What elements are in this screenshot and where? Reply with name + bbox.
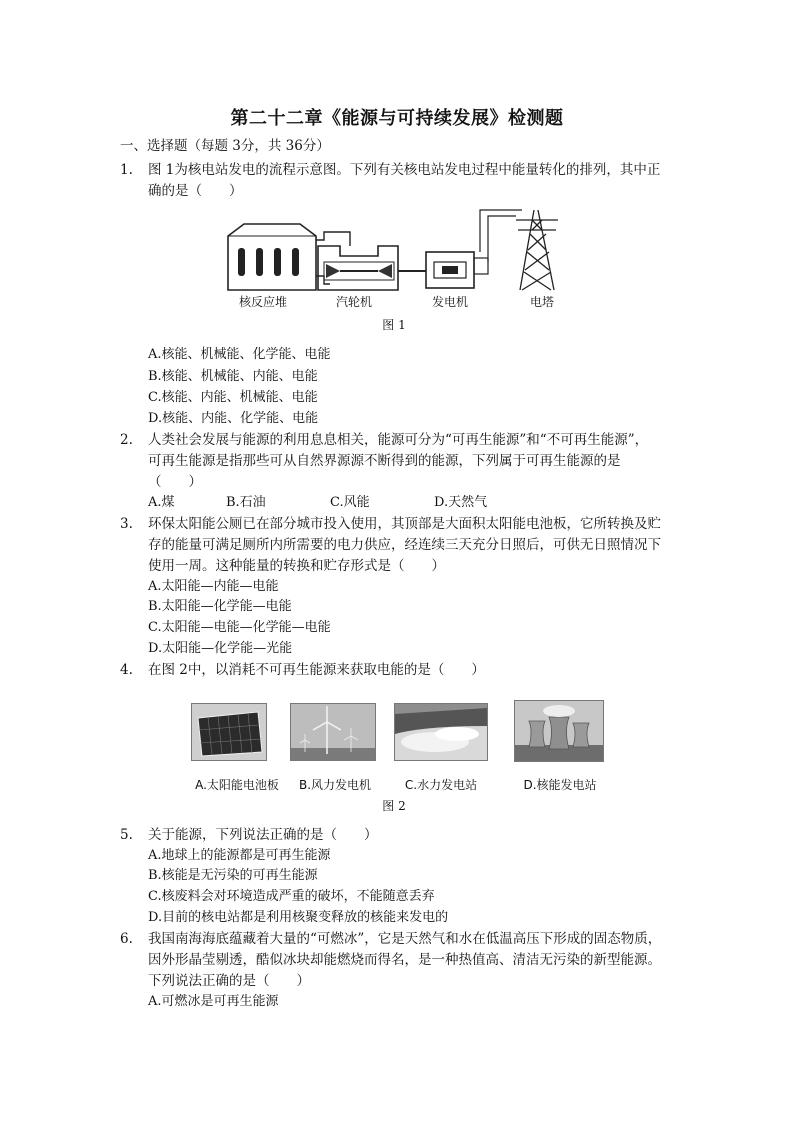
question-4-number: 4. [120, 662, 133, 678]
fig1-label-reactor: 核反应堆 [238, 295, 287, 309]
figure-1-caption: 图 1 [382, 318, 406, 332]
wind-turbine-photo [290, 703, 376, 761]
question-4-text: 在图 2中，以消耗不可再生能源来获取电能的是（ ） [148, 662, 485, 678]
question-6-text-3: 下列说法正确的是（ ） [148, 973, 310, 989]
question-3-option-c: C.太阳能—电能—化学能—电能 [148, 620, 331, 635]
question-2-option-d: D.天然气 [434, 495, 488, 510]
question-3-text-3: 使用一周。这种能量的转换和贮存形式是（ ） [148, 558, 445, 574]
question-6-option-a: A.可燃冰是可再生能源 [148, 994, 279, 1009]
question-6-number: 6. [120, 931, 133, 947]
hydro-station-photo [394, 703, 488, 761]
question-5-number: 5. [120, 827, 133, 843]
question-2-text-2: 可再生能源是指那些可从自然界源源不断得到的能源，下列属于可再生能源的是 [148, 453, 621, 469]
fig1-label-turbine: 汽轮机 [335, 295, 372, 309]
question-5-text: 关于能源，下列说法正确的是（ ） [148, 827, 378, 843]
page-title: 第二十二章《能源与可持续发展》检测题 [230, 108, 564, 129]
question-1-option-a: A.核能、机械能、化学能、电能 [148, 347, 331, 362]
question-3-number: 3. [120, 516, 133, 532]
question-2-option-c: C.风能 [330, 495, 370, 510]
section-heading: 一、选择题（每题 3分，共 36分） [120, 138, 330, 154]
question-3-option-b: B.太阳能—化学能—电能 [148, 599, 292, 614]
question-2-number: 2. [120, 432, 133, 448]
question-5-option-a: A.地球上的能源都是可再生能源 [148, 848, 331, 863]
photo-label-a: A.太阳能电池板 [195, 778, 279, 792]
question-1-option-b: B.核能、机械能、内能、电能 [148, 369, 318, 384]
question-5-option-b: B.核能是无污染的可再生能源 [148, 868, 318, 883]
question-3-text: 环保太阳能公厕已在部分城市投入使用，其顶部是大面积太阳能电池板，它所转换及贮 [148, 516, 661, 532]
question-1-option-d: D.核能、内能、化学能、电能 [148, 411, 319, 426]
nuclear-station-photo [514, 700, 604, 762]
question-3-option-d: D.太阳能—化学能—光能 [148, 641, 293, 656]
question-1-option-c: C.核能、内能、机械能、电能 [148, 390, 318, 405]
question-1-number: 1. [120, 162, 133, 178]
figure-2-caption: 图 2 [382, 799, 406, 813]
question-5-option-d: D.目前的核电站都是利用核聚变释放的核能来发电的 [148, 910, 449, 925]
solar-panel-photo [191, 703, 267, 761]
reactor-icon [228, 224, 316, 290]
question-3-option-a: A.太阳能—内能—电能 [148, 579, 279, 594]
generator-icon [426, 252, 488, 288]
question-2-text-3: （ ） [148, 474, 202, 490]
question-2-option-a: A.煤 [148, 495, 175, 510]
question-5-option-c: C.核废料会对环境造成严重的破坏，不能随意丢弃 [148, 889, 435, 904]
question-6-text-2: 因外形晶莹剔透，酷似冰块却能燃烧而得名，是一种热值高、清洁无污染的新型能源。 [148, 952, 661, 968]
question-2-option-b: B.石油 [226, 495, 266, 510]
question-6-text: 我国南海海底蕴藏着大量的“可燃冰”，它是天然气和水在低温高压下形成的固态物质， [148, 931, 662, 947]
question-1-text-2: 确的是（ ） [148, 183, 243, 199]
nuclear-plant-diagram [220, 206, 580, 294]
question-2-text: 人类社会发展与能源的利用息息相关，能源可分为“可再生能源”和“不可再生能源”， [148, 432, 649, 448]
fig1-label-generator: 发电机 [431, 295, 468, 309]
tower-icon [516, 210, 558, 290]
photo-label-c: C.水力发电站 [404, 778, 478, 792]
fig1-label-tower: 电塔 [529, 295, 554, 309]
question-1-text: 图 1为核电站发电的流程示意图。下列有关核电站发电过程中能量转化的排列，其中正 [148, 162, 661, 178]
question-3-text-2: 存的能量可满足厕所内所需要的电力供应，经连续三天充分日照后，可供无日照情况下 [148, 537, 661, 553]
photo-label-d: D.核能发电站 [523, 778, 597, 792]
photo-label-b: B.风力发电机 [298, 778, 372, 792]
